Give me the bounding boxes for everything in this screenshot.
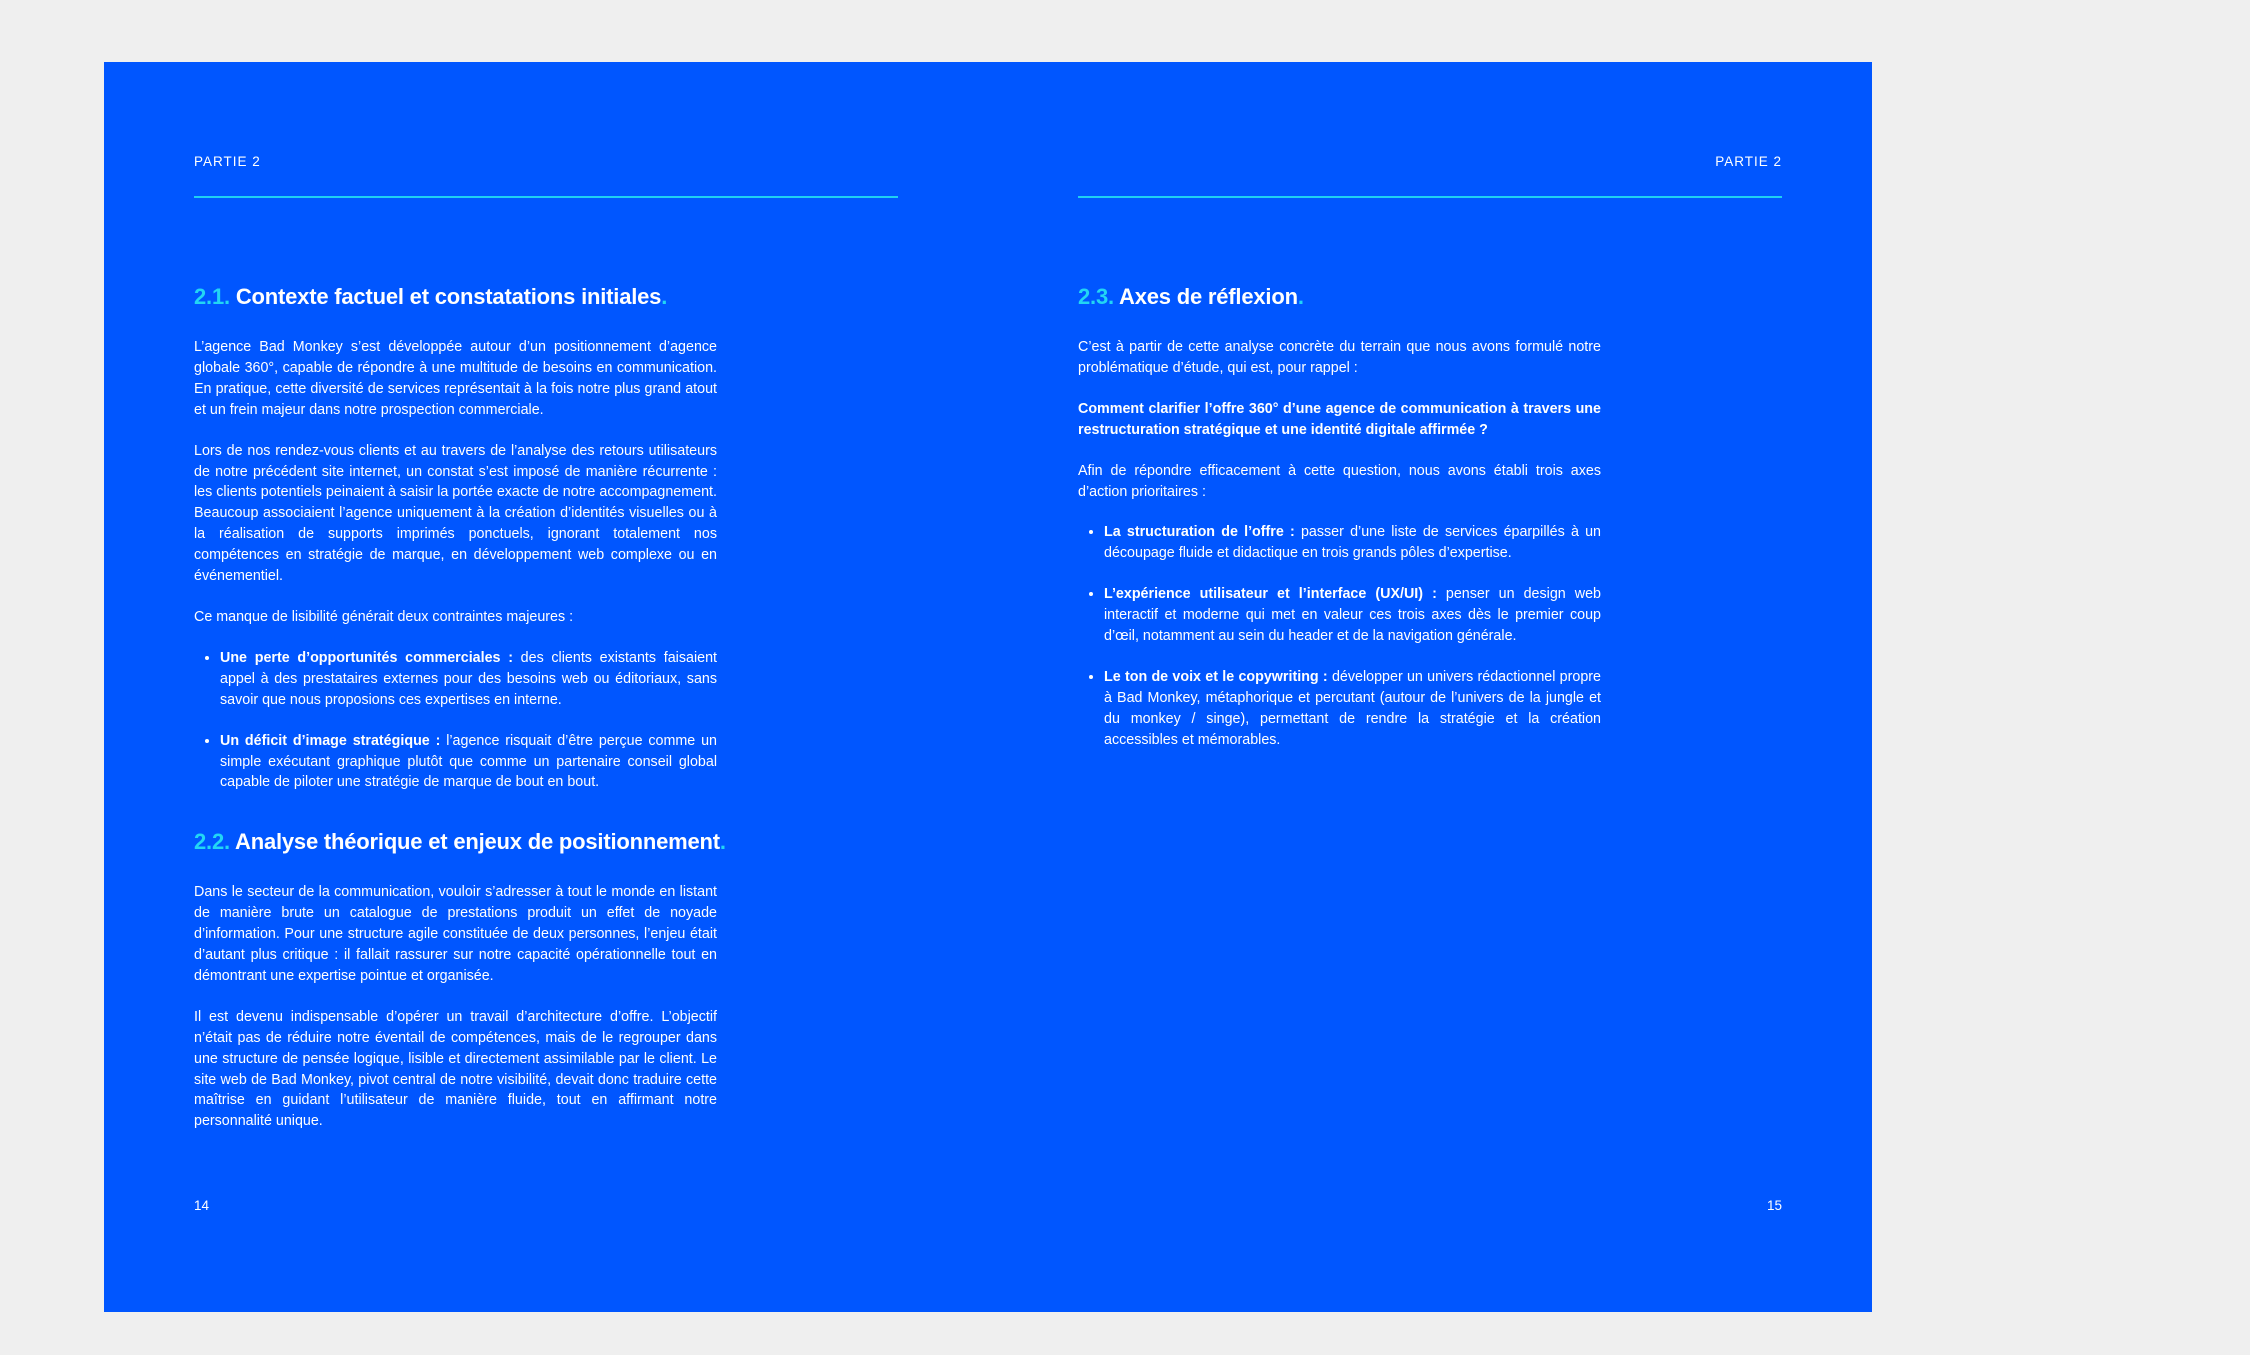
heading-dot: . xyxy=(661,284,668,309)
running-head: PARTIE 2 xyxy=(1715,154,1782,169)
list-item-text: l’agence risquait d’être perçue comme un simple exécutant graphique plutôt que comme un partenaire conseil global capable de piloter une stratégie de marque de bout en bout. xyxy=(220,732,717,791)
list-item-lead: La structuration de l’offre : xyxy=(1104,524,1295,541)
list-item xyxy=(220,648,717,711)
heading-dot: . xyxy=(1297,284,1304,309)
section-heading-2-3 xyxy=(1078,284,1601,310)
list-item-lead: Un déficit d’image stratégique : xyxy=(220,732,441,749)
text-column xyxy=(194,284,726,1152)
header-rule xyxy=(194,196,898,198)
paragraph: C’est à partir de cette analyse concrète du terrain que nous avons formulé notre problématique d’étude, qui est, pour rappel : xyxy=(1078,339,1601,376)
page-right xyxy=(988,62,1872,1312)
section-heading-2-1 xyxy=(194,284,717,310)
page-left xyxy=(104,62,988,1312)
heading-dot: . xyxy=(719,829,726,855)
list-item-lead: L’expérience utilisateur et l’interface (UX/UI) : xyxy=(1104,586,1437,603)
header-rule xyxy=(1078,196,1782,198)
paragraph: Dans le secteur de la communication, vouloir s’adresser à tout le monde en listant de manière brute un catalogue de prestations produit un effet de noyade d’information. Pour une structure agile constituée de deux personnes, l’enjeu était d’autant plus critique : il fallait rassurer sur notre capacité opérationnelle tout en démontrant une expertise pointue et organisée. xyxy=(194,884,717,984)
research-question-text: Comment clarifier l’offre 360° d’une agence de communication à travers une restructuration stratégique et une identité digitale affirmée ? xyxy=(1078,400,1601,438)
list-item xyxy=(220,731,717,794)
section-title: Analyse théorique et enjeux de positionnement xyxy=(235,829,720,855)
research-question xyxy=(1078,399,1601,441)
bullet-list xyxy=(194,648,717,793)
section-number: 2.2. xyxy=(194,829,230,855)
list-item xyxy=(1104,667,1601,751)
paragraph: L’agence Bad Monkey s’est développée autour d’un positionnement d’agence globale 360°, capable de répondre à une multitude de besoins en communication. En pratique, cette diversité de services représentait à la fois notre plus grand atout et un frein majeur dans notre prospection commerciale. xyxy=(194,339,717,418)
paragraph: Ce manque de lisibilité générait deux contraintes majeures : xyxy=(194,608,574,625)
running-head: PARTIE 2 xyxy=(194,154,261,169)
section-heading-2-2 xyxy=(194,829,726,855)
text-column xyxy=(1078,284,1601,771)
paragraph: Lors de nos rendez-vous clients et au travers de l’analyse des retours utilisateurs de notre précédent site internet, un constat s’est imposé de manière récurrente : les clients potentiels peinaient à saisir la portée exacte de notre accompagnement. Beaucoup associaient l’agence uniquement à la création d’identités visuelles ou à la réalisation de supports imprimés ponctuels, ignorant totalement nos compétences en stratégie de marque, en développement web complexe ou en événementiel. xyxy=(194,442,717,585)
list-item xyxy=(1104,522,1601,564)
list-item xyxy=(1104,584,1601,647)
list-item-lead: Une perte d’opportunités commerciales : xyxy=(220,649,513,666)
list-item-text: passer d’une liste de services éparpillés à un découpage fluide et didactique en trois grands pôles d’expertise. xyxy=(1104,524,1601,562)
list-item-lead: Le ton de voix et le copywriting : xyxy=(1104,668,1328,685)
section-number: 2.1. xyxy=(194,284,230,309)
section-number: 2.3. xyxy=(1078,284,1114,309)
document-spread xyxy=(104,62,1872,1312)
list-item-text: développer un univers rédactionnel propre à Bad Monkey, métaphorique et percutant (autour de l’univers de la jungle et du monkey / singe), permettant de rendre la stratégie et la création accessibles et mémorables. xyxy=(1104,668,1601,748)
paragraph: Il est devenu indispensable d’opérer un travail d’architecture d’offre. L’objectif n’était pas de réduire notre éventail de compétences, mais de le regrouper dans une structure de pensée logique, lisible et directement assimilable par le client. Le site web de Bad Monkey, pivot central de notre visibilité, devait donc traduire cette maîtrise en guidant l’utilisateur de manière fluide, tout en affirmant notre personnalité unique. xyxy=(194,1008,717,1130)
page-number: 15 xyxy=(1766,1198,1782,1213)
list-item-text: des clients existants faisaient appel à des prestataires externes pour des besoins web ou éditoriaux, sans savoir que nous proposions ces expertises en interne. xyxy=(220,649,718,708)
page-number: 14 xyxy=(194,1198,210,1213)
paragraph: Afin de répondre efficacement à cette question, nous avons établi trois axes d’action prioritaires : xyxy=(1078,462,1601,500)
list-item-text: penser un design web interactif et moderne qui met en valeur ces trois axes dès le premier coup d’œil, notamment au sein du header et de la navigation générale. xyxy=(1104,586,1601,645)
bullet-list xyxy=(1078,522,1601,750)
section-title: Contexte factuel et constatations initiales xyxy=(235,284,662,309)
section-title: Axes de réflexion xyxy=(1119,284,1298,309)
